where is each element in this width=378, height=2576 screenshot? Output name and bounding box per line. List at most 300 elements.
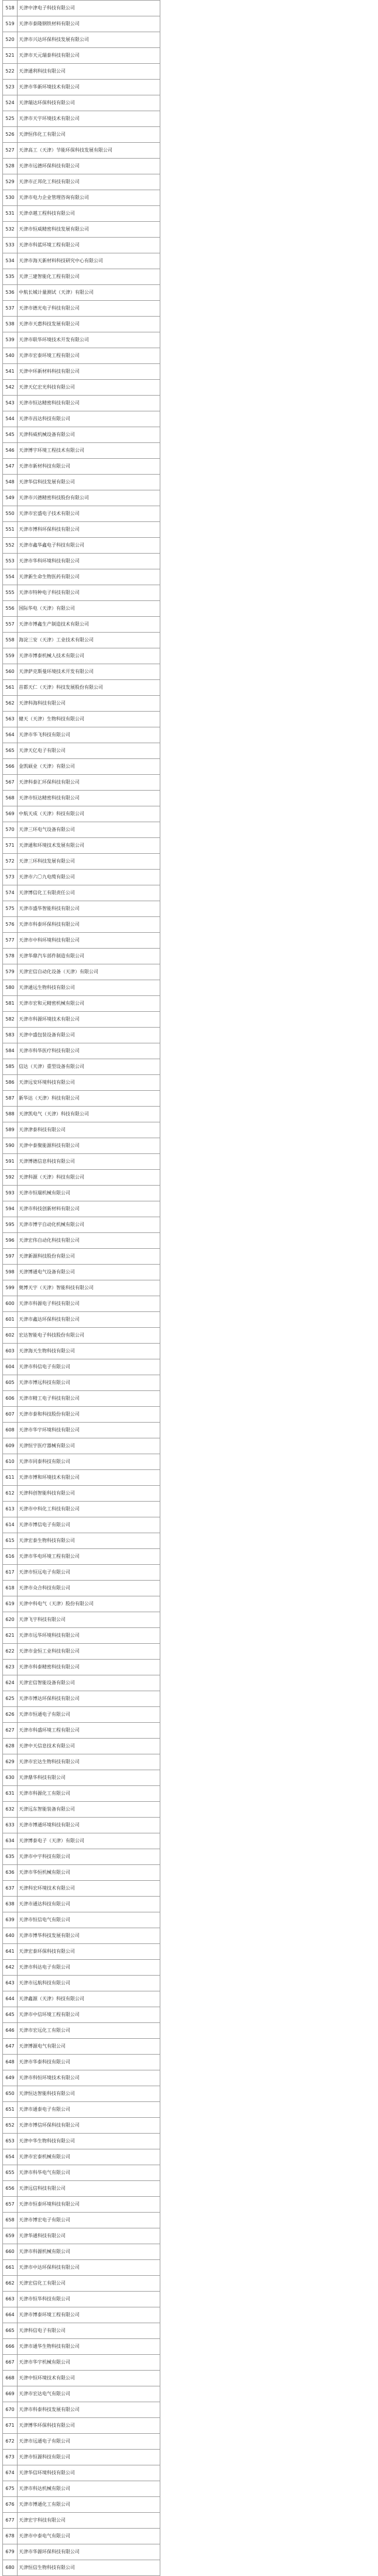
row-number: 570 — [3, 822, 18, 838]
table-row — [3, 1470, 160, 1486]
table-row — [3, 506, 160, 522]
table-row — [3, 554, 160, 569]
company-name: 天津市德光电子科技有限公司 — [18, 301, 160, 317]
row-number: 562 — [3, 696, 18, 712]
table-row — [3, 569, 160, 585]
company-name: 天津通和环境技术发展有限公司 — [18, 838, 160, 854]
company-name: 天津宏信智能设备有限公司 — [18, 1675, 160, 1691]
company-name: 天津恒达智能科技有限公司 — [18, 2086, 160, 2102]
table-row — [3, 1565, 160, 1581]
company-name: 天津市中信环境工程有限公司 — [18, 2007, 160, 2023]
company-name: 天津市天惠科技发展有限公司 — [18, 317, 160, 332]
table-row — [3, 2497, 160, 2513]
row-number: 619 — [3, 1596, 18, 1612]
row-number: 542 — [3, 380, 18, 396]
table-row — [3, 1644, 160, 1660]
row-number: 529 — [3, 174, 18, 190]
company-name: 天津市金恒工业科技有限公司 — [18, 1644, 160, 1660]
company-name: 天津通远生物科技有限公司 — [18, 980, 160, 996]
row-number: 548 — [3, 475, 18, 490]
row-number: 560 — [3, 664, 18, 680]
row-number: 577 — [3, 933, 18, 949]
table-row — [3, 1976, 160, 1991]
company-name: 天津博信化工有限责任公司 — [18, 885, 160, 901]
table-row — [3, 743, 160, 759]
table-row — [3, 2149, 160, 2165]
table-row — [3, 2007, 160, 2023]
row-number: 610 — [3, 1454, 18, 1470]
table-row — [3, 917, 160, 933]
row-number: 643 — [3, 1976, 18, 1991]
table-row — [3, 143, 160, 159]
row-number: 636 — [3, 1865, 18, 1881]
row-number: 673 — [3, 2450, 18, 2465]
row-number: 622 — [3, 1644, 18, 1660]
row-number: 579 — [3, 964, 18, 980]
table-row — [3, 791, 160, 806]
company-name: 天津市泰和科技股份有限公司 — [18, 1407, 160, 1423]
company-name: 天津市博远科技有限公司 — [18, 1375, 160, 1391]
company-name: 天津高工（天津）节能环保科技发展有限公司 — [18, 143, 160, 159]
company-name: 天津市科源环境技术有限公司 — [18, 1012, 160, 1028]
table-row — [3, 696, 160, 712]
row-number: 653 — [3, 2134, 18, 2149]
company-name: 天津市电力企业管理咨询有限公司 — [18, 190, 160, 206]
row-number: 628 — [3, 1739, 18, 1754]
row-number: 518 — [3, 1, 18, 16]
table-row — [3, 1217, 160, 1233]
table-row — [3, 1028, 160, 1043]
row-number: 631 — [3, 1786, 18, 1802]
table-row — [3, 2481, 160, 2497]
row-number: 621 — [3, 1628, 18, 1644]
row-number: 634 — [3, 1833, 18, 1849]
company-name: 天津市恒泰环境科技有限公司 — [18, 2197, 160, 2213]
table-row — [3, 2228, 160, 2244]
row-number: 527 — [3, 143, 18, 159]
company-name: 天津博宇环境工程技术有限公司 — [18, 443, 160, 459]
row-number: 667 — [3, 2355, 18, 2371]
company-name: 天津科源（天津）科技有限公司 — [18, 1170, 160, 1186]
table-row — [3, 759, 160, 775]
company-name: 天津市科源化工有限公司 — [18, 1786, 160, 1802]
company-name: 天津天亿宏光科技有限公司 — [18, 380, 160, 396]
company-name: 天津市通华生物科技有限公司 — [18, 2339, 160, 2355]
row-number: 525 — [3, 111, 18, 127]
row-number: 596 — [3, 1233, 18, 1249]
company-name: 天津市恒瑞机械有限公司 — [18, 1186, 160, 1201]
company-name: 天津市博信电子有限公司 — [18, 1517, 160, 1533]
row-number: 536 — [3, 285, 18, 301]
company-name: 天津市科达电子有限公司 — [18, 1960, 160, 1976]
table-row — [3, 2386, 160, 2402]
row-number: 543 — [3, 396, 18, 411]
row-number: 523 — [3, 80, 18, 95]
company-name: 天津飞宇科技有限公司 — [18, 1612, 160, 1628]
table-row — [3, 1423, 160, 1438]
row-number: 677 — [3, 2513, 18, 2529]
row-number: 635 — [3, 1849, 18, 1865]
table-row — [3, 269, 160, 285]
table-row — [3, 1233, 160, 1249]
company-name: 天津市精工电子科技有限公司 — [18, 1391, 160, 1407]
row-number: 603 — [3, 1344, 18, 1359]
row-number: 535 — [3, 269, 18, 285]
row-number: 587 — [3, 1091, 18, 1107]
row-number: 541 — [3, 364, 18, 380]
row-number: 552 — [3, 538, 18, 554]
company-name: 天津市博华科技发展有限公司 — [18, 1928, 160, 1944]
table-row — [3, 1107, 160, 1122]
row-number: 664 — [3, 2307, 18, 2323]
row-number: 564 — [3, 727, 18, 743]
company-name: 天津市恒源科技有限公司 — [18, 2450, 160, 2465]
row-number: 670 — [3, 2402, 18, 2418]
table-row — [3, 285, 160, 301]
company-name: 金凯硕业（天津）有限公司 — [18, 759, 160, 775]
company-name: 天津瑞达环保科技有限公司 — [18, 95, 160, 111]
table-row — [3, 1486, 160, 1502]
company-name: 天津市中宇科技有限公司 — [18, 1849, 160, 1865]
company-name: 天津华信环境科技有限公司 — [18, 2465, 160, 2481]
table-row — [3, 159, 160, 174]
company-name: 天津远安环境科技有限公司 — [18, 1075, 160, 1091]
company-name: 天津中环新材料科技有限公司 — [18, 364, 160, 380]
company-name: 天津市科源电子科技有限公司 — [18, 1296, 160, 1312]
table-row — [3, 1707, 160, 1723]
table-row — [3, 222, 160, 238]
row-number: 553 — [3, 554, 18, 569]
table-row — [3, 1549, 160, 1565]
row-number: 647 — [3, 2039, 18, 2055]
table-row — [3, 2165, 160, 2181]
table-row — [3, 806, 160, 822]
company-name: 天津市远通电子有限公司 — [18, 2434, 160, 2450]
company-name: 天津市海天新材料科技研究中心有限公司 — [18, 253, 160, 269]
row-number: 674 — [3, 2465, 18, 2481]
table-row — [3, 206, 160, 222]
table-row — [3, 1533, 160, 1549]
table-row — [3, 1265, 160, 1280]
company-name: 天津市华飞科技有限公司 — [18, 727, 160, 743]
company-name: 天津宏伟自动化科技有限公司 — [18, 1233, 160, 1249]
table-row — [3, 1201, 160, 1217]
company-name: 天津博华环保科技有限公司 — [18, 2418, 160, 2434]
company-table-body — [3, 1, 160, 2576]
table-row — [3, 1960, 160, 1976]
company-name: 天津市昌达科技有限公司 — [18, 411, 160, 427]
company-name: 天津华通科技有限公司 — [18, 2228, 160, 2244]
table-row — [3, 2118, 160, 2134]
row-number: 629 — [3, 1754, 18, 1770]
row-number: 565 — [3, 743, 18, 759]
company-name: 天津市恒华科技有限公司 — [18, 2292, 160, 2307]
company-name: 天津恒伟化工有限公司 — [18, 127, 160, 143]
row-number: 638 — [3, 1897, 18, 1912]
table-row — [3, 1375, 160, 1391]
table-row — [3, 2197, 160, 2213]
row-number: 589 — [3, 1122, 18, 1138]
company-name: 健天（天津）生物科技有限公司 — [18, 712, 160, 727]
table-row — [3, 2513, 160, 2529]
table-row — [3, 1043, 160, 1059]
row-number: 611 — [3, 1470, 18, 1486]
company-name: 信达（天津）重型设备有限公司 — [18, 1059, 160, 1075]
table-row — [3, 2055, 160, 2070]
company-name: 天津市博和环境技术有限公司 — [18, 1470, 160, 1486]
row-number: 575 — [3, 901, 18, 917]
table-row — [3, 854, 160, 870]
table-row — [3, 1865, 160, 1881]
company-name: 天津市华泰科技有限公司 — [18, 2055, 160, 2070]
row-number: 555 — [3, 585, 18, 601]
table-row — [3, 427, 160, 443]
company-name: 天津博泰电子（天津）有限公司 — [18, 1833, 160, 1849]
table-row — [3, 64, 160, 80]
company-name: 天津市恒通电子有限公司 — [18, 1707, 160, 1723]
company-name: 天津市宏远化工有限公司 — [18, 2023, 160, 2039]
company-name: 奥博天宇（天津）智能科技有限公司 — [18, 1280, 160, 1296]
company-name: 天津市恒达精密科技有限公司 — [18, 396, 160, 411]
table-row — [3, 585, 160, 601]
table-row — [3, 32, 160, 48]
row-number: 550 — [3, 506, 18, 522]
row-number: 545 — [3, 427, 18, 443]
table-row — [3, 980, 160, 996]
company-name: 海淀三安（天津）工业技术有限公司 — [18, 633, 160, 648]
table-row — [3, 2339, 160, 2355]
company-name: 天津凯电气（天津）科技有限公司 — [18, 1107, 160, 1122]
row-number: 644 — [3, 1991, 18, 2007]
row-number: 588 — [3, 1107, 18, 1122]
table-row — [3, 1786, 160, 1802]
table-row — [3, 1596, 160, 1612]
row-number: 567 — [3, 775, 18, 791]
row-number: 609 — [3, 1438, 18, 1454]
company-name: 天津科创智能科技有限公司 — [18, 1486, 160, 1502]
table-row — [3, 1091, 160, 1107]
company-name: 天津宏泰生物科技有限公司 — [18, 1533, 160, 1549]
company-name: 天津市宏泰环境工程有限公司 — [18, 348, 160, 364]
row-number: 593 — [3, 1186, 18, 1201]
company-name: 天津市泰隆钢铁材料有限公司 — [18, 16, 160, 32]
company-name: 天津市科盛环境工程有限公司 — [18, 1723, 160, 1739]
company-name: 天津中盛包装设备有限公司 — [18, 1028, 160, 1043]
row-number: 640 — [3, 1928, 18, 1944]
row-number: 530 — [3, 190, 18, 206]
company-name: 天津市中达环保科技有限公司 — [18, 2260, 160, 2276]
company-name: 天津市通泰电子有限公司 — [18, 2102, 160, 2118]
row-number: 561 — [3, 680, 18, 696]
table-row — [3, 2371, 160, 2386]
table-row — [3, 1438, 160, 1454]
company-name: 天津市盛华智能科技有限公司 — [18, 901, 160, 917]
row-number: 669 — [3, 2386, 18, 2402]
row-number: 650 — [3, 2086, 18, 2102]
table-row — [3, 822, 160, 838]
company-name: 天津科泰汇环保科技有限公司 — [18, 775, 160, 791]
company-name: 宏达智能电子科技股份有限公司 — [18, 1328, 160, 1344]
table-row — [3, 127, 160, 143]
row-number: 544 — [3, 411, 18, 427]
row-number: 566 — [3, 759, 18, 775]
table-row — [3, 411, 160, 427]
company-name: 天津市远德环保科技有限公司 — [18, 159, 160, 174]
row-number: 558 — [3, 633, 18, 648]
row-number: 663 — [3, 2292, 18, 2307]
company-name: 天津市华科环境科技有限公司 — [18, 554, 160, 569]
table-row — [3, 1849, 160, 1865]
company-name: 天津市科技创新材料有限公司 — [18, 1201, 160, 1217]
row-number: 646 — [3, 2023, 18, 2039]
table-row — [3, 1818, 160, 1833]
row-number: 612 — [3, 1486, 18, 1502]
company-name: 天津市华新环境技术有限公司 — [18, 80, 160, 95]
company-name: 天津市远华环境科技有限公司 — [18, 1628, 160, 1644]
company-name: 天津鑫源（天津）科技有限公司 — [18, 1991, 160, 2007]
table-row — [3, 1517, 160, 1533]
row-number: 563 — [3, 712, 18, 727]
table-row — [3, 443, 160, 459]
company-name: 天津博通电气设备有限公司 — [18, 1265, 160, 1280]
row-number: 591 — [3, 1154, 18, 1170]
company-name: 天津博德信息科技有限公司 — [18, 1154, 160, 1170]
row-number: 637 — [3, 1881, 18, 1897]
company-name: 天津市联华环境技术开发有限公司 — [18, 332, 160, 348]
table-row — [3, 1502, 160, 1517]
company-name: 天津新生命生物医药有限公司 — [18, 569, 160, 585]
row-number: 519 — [3, 16, 18, 32]
company-name: 天津海天生物科技有限公司 — [18, 1344, 160, 1359]
table-row — [3, 522, 160, 538]
company-name: 天津市博鑫生产制造技术有限公司 — [18, 617, 160, 633]
company-name: 天津市宏泰机械有限公司 — [18, 2149, 160, 2165]
table-row — [3, 2134, 160, 2149]
table-row — [3, 1391, 160, 1407]
table-row — [3, 1012, 160, 1028]
row-number: 661 — [3, 2260, 18, 2276]
row-number: 599 — [3, 1280, 18, 1296]
company-name: 中航长城计量测试（天津）有限公司 — [18, 285, 160, 301]
company-name: 天津天亿电子有限公司 — [18, 743, 160, 759]
table-row — [3, 48, 160, 64]
row-number: 551 — [3, 522, 18, 538]
table-row — [3, 1739, 160, 1754]
company-name: 天津宏信自动化设备（天津）有限公司 — [18, 964, 160, 980]
row-number: 576 — [3, 917, 18, 933]
company-name: 天津市恒威精密科技发展有限公司 — [18, 222, 160, 238]
company-name: 天津三环科技发展有限公司 — [18, 854, 160, 870]
row-number: 627 — [3, 1723, 18, 1739]
row-number: 620 — [3, 1612, 18, 1628]
row-number: 648 — [3, 2055, 18, 2070]
company-name: 天津津泰科技有限公司 — [18, 1122, 160, 1138]
company-name: 天津中天信息技术有限公司 — [18, 1739, 160, 1754]
table-row — [3, 1881, 160, 1897]
company-name: 天津市宏达电气有限公司 — [18, 2386, 160, 2402]
table-row — [3, 348, 160, 364]
table-row — [3, 1122, 160, 1138]
row-number: 540 — [3, 348, 18, 364]
table-row — [3, 95, 160, 111]
row-number: 569 — [3, 806, 18, 822]
row-number: 537 — [3, 301, 18, 317]
table-row — [3, 111, 160, 127]
table-row — [3, 1723, 160, 1739]
company-name: 天津市博宏电子有限公司 — [18, 2213, 160, 2228]
company-name: 天津市科信电子有限公司 — [18, 1359, 160, 1375]
table-row — [3, 648, 160, 664]
table-row — [3, 490, 160, 506]
table-row — [3, 664, 160, 680]
table-row — [3, 2102, 160, 2118]
table-row — [3, 190, 160, 206]
table-row — [3, 1581, 160, 1596]
table-row — [3, 838, 160, 854]
company-name: 天津卓越工程科技有限公司 — [18, 206, 160, 222]
row-number: 665 — [3, 2323, 18, 2339]
row-number: 676 — [3, 2497, 18, 2513]
company-name: 天津三环电气设备有限公司 — [18, 822, 160, 838]
table-row — [3, 2529, 160, 2544]
row-number: 583 — [3, 1028, 18, 1043]
row-number: 633 — [3, 1818, 18, 1833]
company-name: 天津市华电环境工程有限公司 — [18, 1549, 160, 1565]
company-name: 天津中华生物科技有限公司 — [18, 2134, 160, 2149]
table-row — [3, 2434, 160, 2450]
table-row — [3, 2276, 160, 2292]
table-row — [3, 2070, 160, 2086]
table-row — [3, 2418, 160, 2434]
company-name: 天津市科蓝环境工程有限公司 — [18, 238, 160, 253]
row-number: 521 — [3, 48, 18, 64]
table-row — [3, 996, 160, 1012]
row-number: 573 — [3, 870, 18, 885]
table-row — [3, 1344, 160, 1359]
table-row — [3, 1328, 160, 1344]
row-number: 581 — [3, 996, 18, 1012]
row-number: 675 — [3, 2481, 18, 2497]
company-name: 天津市天元瑞泰科技有限公司 — [18, 48, 160, 64]
company-name: 天津科威机械设备有限公司 — [18, 427, 160, 443]
table-row — [3, 680, 160, 696]
company-name: 天津中科电气（天津）股份有限公司 — [18, 1596, 160, 1612]
company-name: 天津市恒信电气有限公司 — [18, 1912, 160, 1928]
table-row — [3, 2039, 160, 2055]
company-name: 天津市兴达环保科技发展有限公司 — [18, 32, 160, 48]
row-number: 639 — [3, 1912, 18, 1928]
table-row — [3, 2260, 160, 2276]
company-name: 天津市博信环保科技有限公司 — [18, 2118, 160, 2134]
table-row — [3, 1660, 160, 1675]
company-name: 天津中泰聚能源科技有限公司 — [18, 1138, 160, 1154]
row-number: 590 — [3, 1138, 18, 1154]
row-number: 660 — [3, 2244, 18, 2260]
row-number: 557 — [3, 617, 18, 633]
table-row — [3, 1928, 160, 1944]
table-row — [3, 1249, 160, 1265]
row-number: 662 — [3, 2276, 18, 2292]
row-number: 630 — [3, 1770, 18, 1786]
table-row — [3, 2307, 160, 2323]
company-name: 天津华信科技发展有限公司 — [18, 475, 160, 490]
table-row — [3, 174, 160, 190]
company-name: 天津中恒环境技术有限公司 — [18, 2371, 160, 2386]
row-number: 605 — [3, 1375, 18, 1391]
company-name: 天津市中科化工科技有限公司 — [18, 1502, 160, 1517]
row-number: 607 — [3, 1407, 18, 1423]
row-number: 526 — [3, 127, 18, 143]
